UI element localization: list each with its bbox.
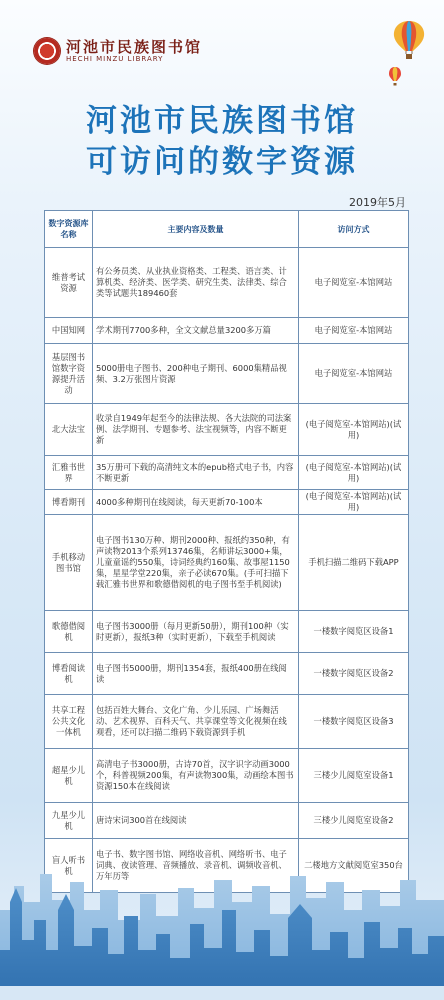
resource-content: 高清电子书3000册，古诗70首，汉字识字动画3000个，科普视频200集，有声读物300集，动画绘本图书资源150本在线阅读 <box>93 749 299 803</box>
resource-name: 盲人听书机 <box>45 839 93 893</box>
resource-name: 手机移动图书馆 <box>45 515 93 611</box>
resource-content: 电子图书5000册，期刊1354套，报纸400册在线阅读 <box>93 653 299 695</box>
header-resource-name: 数字资源库名称 <box>45 211 93 248</box>
table-row <box>45 653 409 695</box>
resource-content: 4000多种期刊在线阅读，每天更新70-100本 <box>93 490 299 515</box>
table-header-row <box>45 211 409 248</box>
poster-title-line1: 河池市民族图书馆 <box>86 103 358 139</box>
resource-content: 唐诗宋词300首在线阅读 <box>93 803 299 839</box>
resource-access: 电子阅览室-本馆网站 <box>299 344 409 404</box>
resource-name: 汇雅书世界 <box>45 456 93 490</box>
resource-name: 中国知网 <box>45 318 93 344</box>
resource-access: 电子阅览室-本馆网站 <box>299 318 409 344</box>
resource-access: 一楼数字阅览区设备1 <box>299 611 409 653</box>
header-access: 访问方式 <box>299 211 409 248</box>
resource-content: 35万册可下载的高清纯文本的epub格式电子书，内容不断更新 <box>93 456 299 490</box>
resource-content: 5000册电子图书、200种电子期刊、6000集精品视频、3.2万张图片资源 <box>93 344 299 404</box>
library-seal-icon <box>34 38 60 64</box>
table-row <box>45 318 409 344</box>
resource-name: 维普考试资源 <box>45 248 93 318</box>
city-skyline-illustration <box>0 790 444 1000</box>
logo-text <box>66 39 202 64</box>
resource-access: 手机扫描二维码下载APP <box>299 515 409 611</box>
resource-access: 三楼少儿阅览室设备1 <box>299 749 409 803</box>
resource-access: 一楼数字阅览区设备2 <box>299 653 409 695</box>
resource-name: 博看期刊 <box>45 490 93 515</box>
logo-name-en: HECHI MINZU LIBRARY <box>66 54 164 63</box>
table-row <box>45 248 409 318</box>
poster-date: 2019年5月 <box>349 196 406 209</box>
resource-content: 电子图书3000册（每月更新50册），期刊100种（实时更新），报纸3种（实时更新），下载至手机阅读 <box>93 611 299 653</box>
resource-access: 电子阅览室-本馆网站 <box>299 248 409 318</box>
resource-content: 电子图书130万种、期刊2000种、报纸约350种，有声读物2013个系列13746集，名师讲坛3000+集，儿童童谣约550集，诗词经典约160集、故事屋1150集，星星学堂220集，亲子必读670集。(手可扫描下载汇雅书世界和歌德借阅机的电子图书至手机阅读) <box>93 515 299 611</box>
resource-content: 包括百姓大舞台、文化广角、少儿乐园、广场舞活动、艺术视界、百科天气、共享课堂等文化视频在线观看，还可以扫描二维码下载资源到手机 <box>93 695 299 749</box>
resource-content: 收录自1949年起至今的法律法规、各大法院的司法案例、法学期刊、专题参考、法宝视频等，内容不断更新 <box>93 404 299 456</box>
logo-name-cn: 河池市民族图书馆 <box>66 37 203 56</box>
hot-air-balloon-icon <box>392 20 426 60</box>
resource-access: (电子阅览室-本馆网站)(试用) <box>299 456 409 490</box>
resource-name: 北大法宝 <box>45 404 93 456</box>
resource-content: 有公务员类、从业执业资格类、工程类、语言类、计算机类、经济类、医学类、研究生类、法律类、综合类等试题共189460套 <box>93 248 299 318</box>
resource-name: 九星少儿机 <box>45 803 93 839</box>
table-row <box>45 490 409 515</box>
resource-name: 超星少儿机 <box>45 749 93 803</box>
resource-name: 歌德借阅机 <box>45 611 93 653</box>
table-row <box>45 456 409 490</box>
table-row <box>45 404 409 456</box>
resource-name: 基层图书馆数字资源提升活动 <box>45 344 93 404</box>
table-row <box>45 695 409 749</box>
header-content: 主要内容及数量 <box>93 211 299 248</box>
small-balloon-icon <box>388 66 402 86</box>
resource-access: 三楼少儿阅览室设备2 <box>299 803 409 839</box>
resource-access: 二楼地方文献阅览室350台 <box>299 839 409 893</box>
resource-access: (电子阅览室-本馆网站)(试用) <box>299 404 409 456</box>
resource-name: 共享工程公共文化一体机 <box>45 695 93 749</box>
table-row <box>45 515 409 611</box>
table-row <box>45 611 409 653</box>
resource-access: (电子阅览室-本馆网站)(试用) <box>299 490 409 515</box>
resource-content: 电子书、数字图书馆、网络收音机、网络听书、电子词典、夜读管理、音频播放、录音机、调频收音机、万年历等 <box>93 839 299 893</box>
resource-name: 博看阅读机 <box>45 653 93 695</box>
library-logo <box>34 38 202 64</box>
resource-content: 学术期刊7700多种，全文文献总量3200多万篇 <box>93 318 299 344</box>
poster-title-line2: 可访问的数字资源 <box>86 144 358 180</box>
resource-access: 一楼数字阅览区设备3 <box>299 695 409 749</box>
table-row <box>45 344 409 404</box>
